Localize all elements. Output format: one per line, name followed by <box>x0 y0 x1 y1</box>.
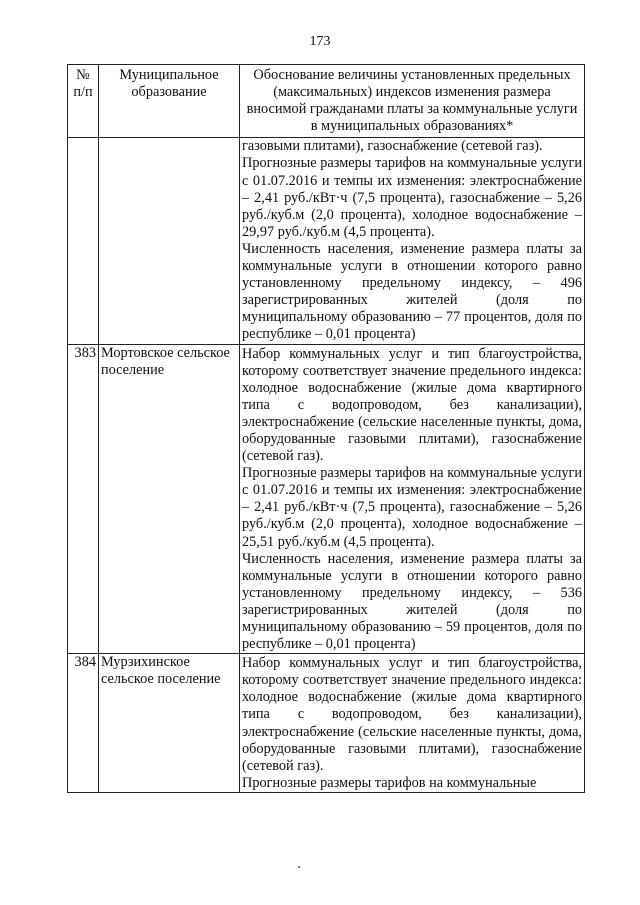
paragraph: Прогнозные размеры тарифов на коммунальные <box>242 774 537 791</box>
paragraph: Набор коммунальных услуг и тип благоустройства, которому соответствует значение предельного индекса: холодное водоснабжение (жилые дома квартирного типа с водопроводом, без канализации), электроснабжение (сельские населенные пункты, дома, оборудованные газовыми плитами), газоснабжение (сетевой газ). <box>242 345 582 465</box>
page-number: 173 <box>309 34 331 49</box>
paragraph: Численность населения, изменение размера платы за коммунальные услуги в отношении которого равно установленному предельному индексу, – 536 зарегистрированных жителей (доля по муниципальному образованию – 59 процентов, доля по республике – 0,01 процента) <box>242 550 582 653</box>
row-number: 384 <box>68 654 99 793</box>
row-justification <box>240 138 585 344</box>
paragraph: Прогнозные размеры тарифов на коммунальные услуги с 01.07.2016 и темпы их изменения: электроснабжение – 2,41 руб./кВт·ч (7,5 процента), газоснабжение – 5,26 руб./куб.м (2,0 процента), холодное водоснабжение – 25,51 руб./куб.м (4,5 процента). <box>242 465 582 550</box>
paragraph: Прогнозные размеры тарифов на коммунальные услуги с 01.07.2016 и темпы их изменения: электроснабжение – 2,41 руб./кВт·ч (7,5 процента), газоснабжение – 5,26 руб./куб.м (2,0 процента), холодное водоснабжение – 29,97 руб./куб.м (4,5 процента). <box>242 155 582 240</box>
paragraph: Набор коммунальных услуг и тип благоустройства, которому соответствует значение предельного индекса: холодное водоснабжение (жилые дома квартирного типа с водопроводом, без канализации), электроснабжение (сельские населенные пункты, дома, оборудованные газовыми плитами), газоснабжение (сетевой газ). <box>242 655 582 774</box>
row-number <box>68 138 99 344</box>
row-municipality <box>99 138 240 344</box>
paragraph: газовыми плитами), газоснабжение (сетевой газ). <box>242 138 543 155</box>
scan-speck <box>298 866 300 868</box>
tariff-justification-table <box>67 64 585 793</box>
row-municipality: Мортовское сельское поселение <box>99 344 240 654</box>
header-justification: Обоснование величины установленных предельных (максимальных) индексов изменения размера вносимой гражданами платы за коммунальные услуги в муниципальных образованиях* <box>240 65 585 138</box>
table-row <box>68 344 585 654</box>
table-row <box>68 138 585 344</box>
table-row <box>68 654 585 793</box>
paragraph: Численность населения, изменение размера платы за коммунальные услуги в отношении которого равно установленному предельному индексу, – 496 зарегистрированных жителей (доля по муниципальному образованию – 77 процентов, доля по республике – 0,01 процента) <box>242 240 582 343</box>
row-justification <box>240 344 585 654</box>
row-justification <box>240 654 585 793</box>
row-municipality: Мурзихинское сельское поселение <box>99 654 240 793</box>
table-header-row <box>68 65 585 138</box>
header-municipality: Муниципальное образование <box>99 65 240 138</box>
row-number: 383 <box>68 344 99 654</box>
header-number: № п/п <box>68 65 99 138</box>
